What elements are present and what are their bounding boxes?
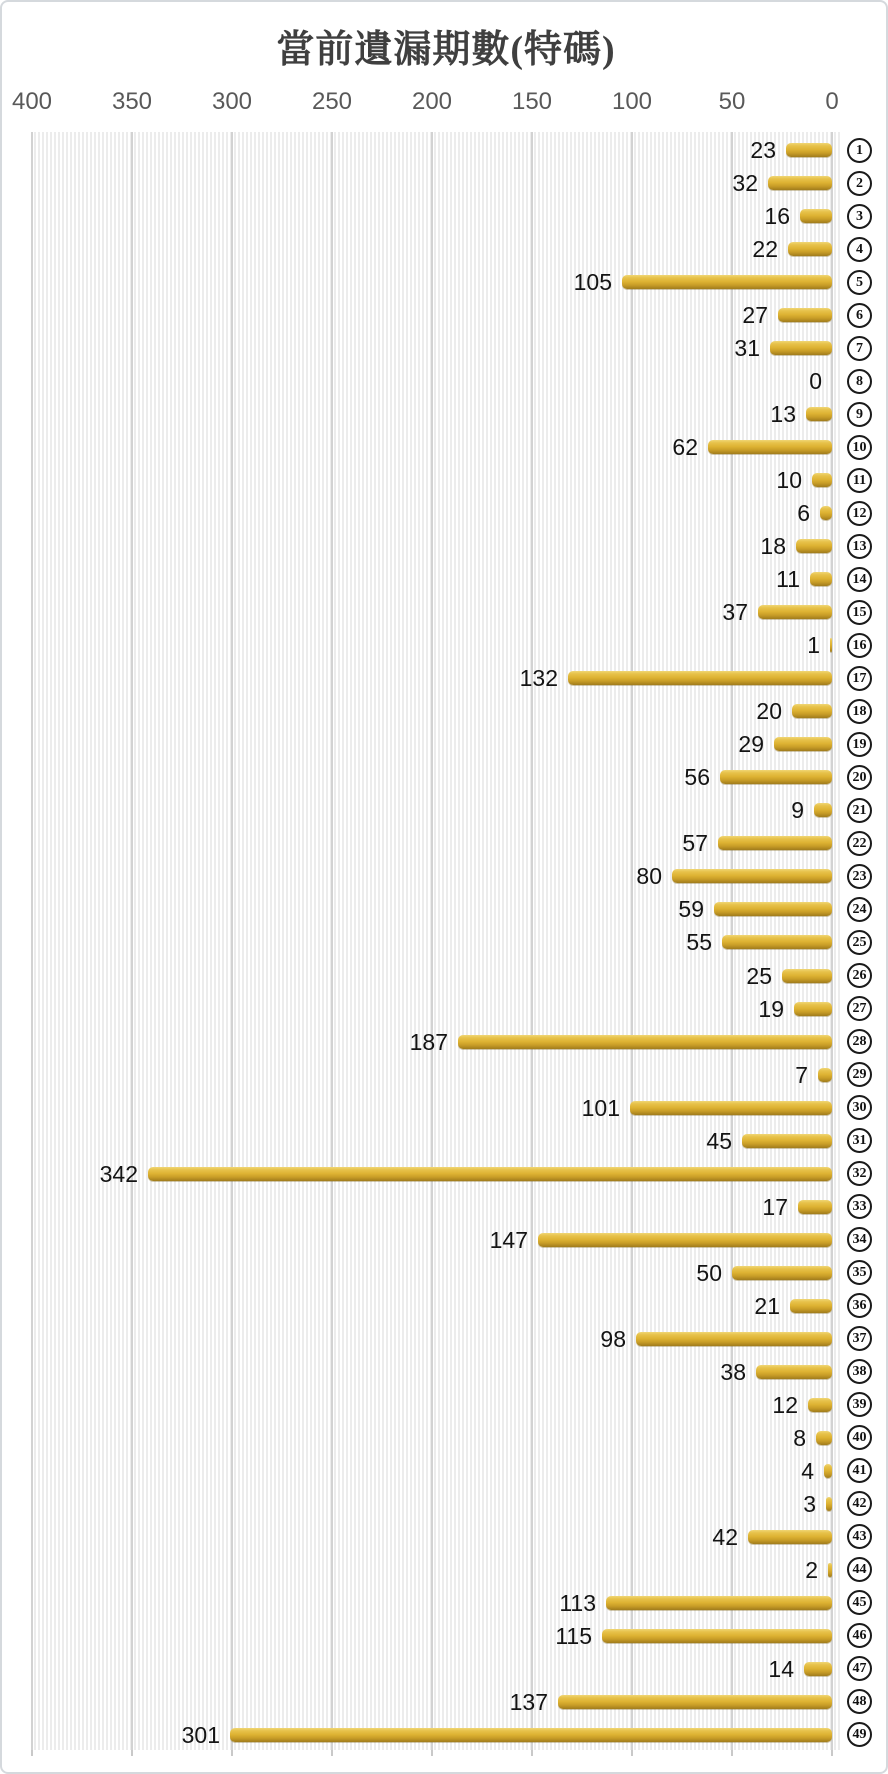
bar-14	[810, 572, 832, 586]
bar-value-label: 4	[801, 1458, 814, 1484]
category-label-circled: 16	[847, 633, 872, 658]
bar-5	[622, 275, 832, 289]
category-label-circled: 37	[847, 1326, 872, 1351]
bar-value-label: 45	[706, 1128, 732, 1154]
x-axis-tick-label: 150	[511, 88, 553, 115]
bar-value-label: 3	[803, 1491, 816, 1517]
category-label-circled: 5	[847, 270, 872, 295]
bar-23	[672, 869, 832, 883]
bar-17	[568, 671, 832, 685]
bar-26	[782, 969, 832, 983]
x-axis	[11, 88, 840, 118]
bar-19	[774, 737, 832, 751]
bar-25	[722, 935, 832, 949]
bar-value-label: 22	[752, 236, 778, 262]
bar-30	[630, 1101, 832, 1115]
bar-27	[794, 1002, 832, 1016]
bar-value-label: 187	[409, 1029, 448, 1055]
plot-area	[32, 132, 840, 1750]
bar-value-label: 62	[672, 434, 698, 460]
category-label-circled: 1	[847, 138, 872, 163]
bar-49	[230, 1728, 832, 1742]
category-label-circled: 24	[847, 897, 872, 922]
gridline	[131, 132, 133, 1750]
category-label-circled: 36	[847, 1293, 872, 1318]
bar-value-label: 55	[686, 929, 712, 955]
category-label-circled: 14	[847, 567, 872, 592]
category-label-circled: 38	[847, 1359, 872, 1384]
bar-value-label: 98	[600, 1326, 626, 1352]
bar-21	[814, 803, 832, 817]
bar-10	[708, 440, 832, 454]
bar-42	[826, 1497, 832, 1511]
category-label-circled: 3	[847, 204, 872, 229]
category-label-circled: 20	[847, 765, 872, 790]
category-label-circled: 41	[847, 1458, 872, 1483]
bar-22	[718, 836, 832, 850]
bar-43	[748, 1530, 832, 1544]
category-label-circled: 43	[847, 1524, 872, 1549]
x-axis-tick-label: 300	[211, 88, 253, 115]
bar-value-label: 9	[791, 797, 804, 823]
category-label-circled: 45	[847, 1590, 872, 1615]
bar-44	[828, 1563, 832, 1577]
bar-value-label: 137	[509, 1689, 548, 1715]
category-label-circled: 19	[847, 732, 872, 757]
bar-7	[770, 341, 832, 355]
bar-4	[788, 242, 832, 256]
bar-value-label: 105	[573, 269, 612, 295]
axis-tickmark	[231, 1750, 233, 1756]
axis-tickmark	[531, 1750, 533, 1756]
category-label-circled: 48	[847, 1689, 872, 1714]
bar-value-label: 80	[636, 863, 662, 889]
bar-40	[816, 1431, 832, 1445]
category-label-circled: 22	[847, 831, 872, 856]
bar-value-label: 59	[678, 896, 704, 922]
category-label-circled: 28	[847, 1029, 872, 1054]
category-label-circled: 34	[847, 1227, 872, 1252]
bar-9	[806, 407, 832, 421]
category-label-circled: 29	[847, 1062, 872, 1087]
category-label-circled: 13	[847, 534, 872, 559]
bar-48	[558, 1695, 832, 1709]
bar-value-label: 16	[764, 203, 790, 229]
bar-value-label: 42	[712, 1524, 738, 1550]
x-axis-tick-label: 250	[311, 88, 353, 115]
category-label-circled: 17	[847, 666, 872, 691]
bar-34	[538, 1233, 832, 1247]
bar-41	[824, 1464, 832, 1478]
bar-2	[768, 176, 832, 190]
bar-28	[458, 1035, 832, 1049]
bar-35	[732, 1266, 832, 1280]
bar-1	[786, 143, 832, 157]
category-label-circled: 47	[847, 1656, 872, 1681]
bar-value-label: 13	[770, 401, 796, 427]
category-label-circled: 39	[847, 1392, 872, 1417]
category-label-circled: 18	[847, 699, 872, 724]
bar-value-label: 32	[732, 170, 758, 196]
category-label-circled: 21	[847, 798, 872, 823]
x-axis-tick-label: 100	[611, 88, 653, 115]
bar-value-label: 2	[805, 1557, 818, 1583]
bar-value-label: 101	[581, 1095, 620, 1121]
bar-value-label: 17	[762, 1194, 788, 1220]
bar-value-label: 301	[181, 1722, 220, 1748]
bar-39	[808, 1398, 832, 1412]
category-label-circled: 27	[847, 996, 872, 1021]
bar-value-label: 56	[684, 764, 710, 790]
bar-36	[790, 1299, 832, 1313]
bar-11	[812, 473, 832, 487]
bar-value-label: 113	[559, 1590, 596, 1616]
bar-value-label: 21	[754, 1293, 780, 1319]
category-label-circled: 10	[847, 435, 872, 460]
bar-46	[602, 1629, 832, 1643]
x-axis-tick-label: 400	[11, 88, 53, 115]
bar-32	[148, 1167, 832, 1181]
chart-title: 當前遺漏期數(特碼)	[276, 29, 616, 71]
category-label-circled: 35	[847, 1260, 872, 1285]
axis-tickmark	[731, 1750, 733, 1756]
bar-value-label: 37	[722, 599, 748, 625]
bar-12	[820, 506, 832, 520]
gridline	[631, 132, 633, 1750]
bar-value-label: 57	[682, 830, 708, 856]
category-label-circled: 6	[847, 303, 872, 328]
bar-value-label: 29	[738, 731, 764, 757]
bar-value-label: 342	[99, 1161, 138, 1187]
bar-31	[742, 1134, 832, 1148]
category-label-circled: 11	[847, 468, 872, 493]
category-label-circled: 44	[847, 1557, 872, 1582]
bar-value-label: 27	[742, 302, 768, 328]
bar-value-label: 115	[555, 1623, 592, 1649]
bar-value-label: 7	[795, 1062, 808, 1088]
bar-20	[720, 770, 832, 784]
bar-value-label: 19	[758, 996, 784, 1022]
bar-value-label: 23	[750, 137, 776, 163]
category-label-circled: 31	[847, 1128, 872, 1153]
bar-38	[756, 1365, 832, 1379]
gridline	[331, 132, 333, 1750]
category-label-circled: 40	[847, 1425, 872, 1450]
bar-18	[792, 704, 832, 718]
bar-29	[818, 1068, 832, 1082]
bar-3	[800, 209, 832, 223]
category-label-circled: 33	[847, 1194, 872, 1219]
bar-37	[636, 1332, 832, 1346]
bar-6	[778, 308, 832, 322]
category-label-circled: 4	[847, 237, 872, 262]
bar-value-label: 132	[519, 665, 558, 691]
x-axis-tick-label: 0	[825, 88, 839, 115]
category-label-circled: 15	[847, 600, 872, 625]
bar-value-label: 10	[776, 467, 802, 493]
bar-value-label: 6	[797, 500, 810, 526]
bar-47	[804, 1662, 832, 1676]
bar-33	[798, 1200, 832, 1214]
x-axis-tick-label: 350	[111, 88, 153, 115]
category-label-circled: 30	[847, 1095, 872, 1120]
x-axis-tick-label: 200	[411, 88, 453, 115]
bar-value-label: 8	[793, 1425, 806, 1451]
bar-value-label: 50	[696, 1260, 722, 1286]
bar-15	[758, 605, 832, 619]
category-label-circled: 7	[847, 336, 872, 361]
bar-value-label: 1	[807, 632, 820, 658]
bar-value-label: 20	[756, 698, 782, 724]
axis-tickmark	[131, 1750, 133, 1756]
category-label-circled: 8	[847, 369, 872, 394]
category-label-circled: 49	[847, 1722, 872, 1747]
axis-tickmark	[31, 1750, 33, 1756]
category-label-circled: 32	[847, 1161, 872, 1186]
gridline	[31, 132, 33, 1750]
axis-tickmark	[431, 1750, 433, 1756]
category-label-circled: 46	[847, 1623, 872, 1648]
category-label-circled: 25	[847, 930, 872, 955]
axis-tickmark	[631, 1750, 633, 1756]
bar-value-label: 38	[720, 1359, 746, 1385]
bar-value-label: 14	[768, 1656, 794, 1682]
bar-value-label: 25	[746, 963, 772, 989]
category-label-circled: 12	[847, 501, 872, 526]
bar-value-label: 147	[489, 1227, 528, 1253]
gridline	[231, 132, 233, 1750]
category-label-circled: 23	[847, 864, 872, 889]
bar-45	[606, 1596, 832, 1610]
category-label-circled: 42	[847, 1491, 872, 1516]
bar-value-label: 12	[772, 1392, 798, 1418]
bar-value-label: 11	[776, 566, 800, 592]
bar-value-label: 31	[734, 335, 760, 361]
axis-tickmark	[831, 1750, 833, 1756]
axis-tickmark	[331, 1750, 333, 1756]
category-label-circled: 2	[847, 171, 872, 196]
category-label-circled: 9	[847, 402, 872, 427]
bar-16	[830, 638, 832, 652]
gridline	[531, 132, 533, 1750]
category-label-circled: 26	[847, 963, 872, 988]
bar-value-label: 0	[809, 368, 822, 394]
bar-13	[796, 539, 832, 553]
bar-24	[714, 902, 832, 916]
gridline	[431, 132, 433, 1750]
x-axis-tick-label: 50	[718, 88, 746, 115]
bar-value-label: 18	[760, 533, 786, 559]
